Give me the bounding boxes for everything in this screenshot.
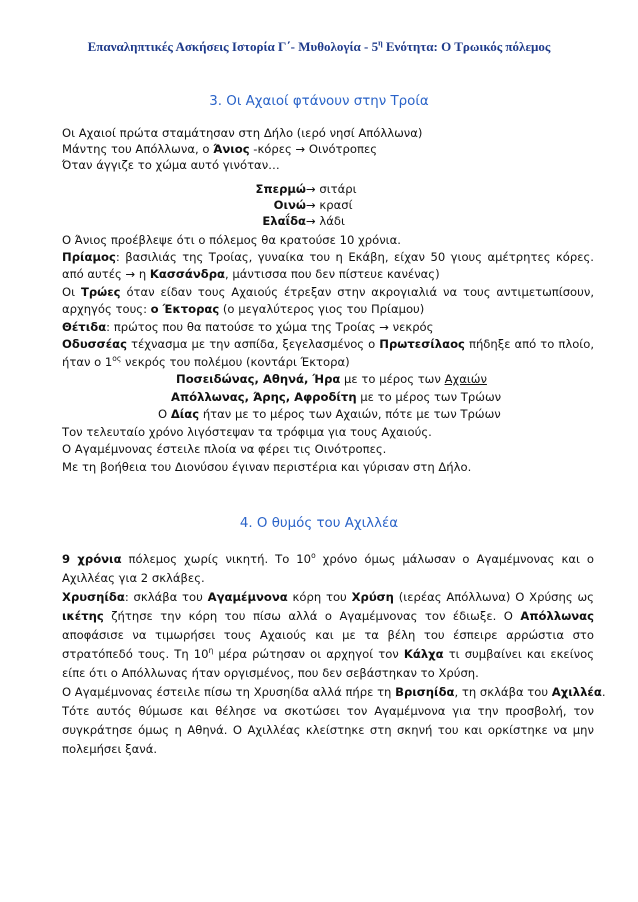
text-line: Ο Άνιος προέβλεψε ότι ο πόλεμος θα κρατούσε 10 χρόνια. bbox=[62, 233, 401, 247]
gift-name-oino: Οινώ bbox=[273, 198, 306, 212]
text-line: Χρυσηίδα: σκλάβα του Αγαμέμνονα κόρη του Χρύση (ιερέας Απόλλωνα) Ο Χρύσης ως bbox=[62, 590, 594, 604]
text-line: από αυτές → η Κασσάνδρα, μάντισσα που δεν πίστευε κανένας) bbox=[62, 267, 440, 281]
text-line: Μάντης του Απόλλωνα, ο Άνιος -κόρες → Οινότροπες bbox=[62, 142, 378, 156]
text-line: Θέτιδα: πρώτος που θα πατούσε το χώμα της Τροίας → νεκρός bbox=[62, 320, 434, 334]
page-header: Επαναληπτικές Ασκήσεις Ιστορία Γ΄- Μυθολογία - $5^\eta$ Ενότητα: Ο Τρωικός πόλεμος bbox=[87, 38, 551, 54]
text-line: στρατόπεδό τους. Τη $10^\eta$ μέρα ρώτησαν οι αρχηγοί τον Κάλχα τι συμβαίνει και εκείνος bbox=[62, 647, 594, 661]
gods-trojans-line: Απόλλωνας, Άρης, Αφροδίτη με το μέρος των Τρώων bbox=[171, 390, 502, 404]
text-line: Τότε αυτός θύμωσε και θέλησε να σκοτώσει τον Αγαμέμνονα για την προσβολή, τον bbox=[62, 704, 594, 718]
text-line: Οδυσσέας τέχνασμα με την ασπίδα, ξεγελασμένος ο Πρωτεσίλαος πήδηξε από το πλοίο, bbox=[62, 337, 594, 351]
gods-achaeans-line: Ποσειδώνας, Αθηνά, Ήρα με το μέρος των Αχαιών bbox=[176, 372, 487, 386]
text-line: 9 χρόνια πόλεμος χωρίς νικητή. Το $10^o$ χρόνο όμως μάλωσαν ο Αγαμέμνονας και ο bbox=[62, 552, 594, 566]
zeus-line: Ο Δίας ήταν με το μέρος των Αχαιών, πότε με των Τρώων bbox=[158, 407, 501, 421]
text-line: Οι Αχαιοί πρώτα σταμάτησαν στη Δήλο (ιερό νησί Απόλλωνα) bbox=[62, 126, 423, 140]
gift-value-grain: → σιτάρι bbox=[306, 182, 357, 196]
gift-name-spermo: Σπερμώ bbox=[255, 182, 306, 196]
text-line: συγκράτησε όμως η Αθηνά. Ο Αχιλλέας κλείστηκε στη σκηνή του και ορκίστηκε να μην bbox=[62, 723, 594, 737]
text-line: Πρίαμος: βασιλιάς της Τροίας, γυναίκα του η Εκάβη, είχαν 50 γιους αμέτρητες κόρες. bbox=[62, 250, 594, 264]
text-line: Ο Αγαμέμνονας έστειλε πίσω τη Χρυσηίδα αλλά πήρε τη Βρισηίδα, τη σκλάβα του Αχιλλέα. bbox=[62, 685, 606, 699]
gift-name-elaida: Ελαΐδα bbox=[262, 214, 306, 228]
text-line: Αχιλλέας για 2 σκλάβες. bbox=[62, 571, 205, 585]
text-line: πολεμήσει ξανά. bbox=[62, 742, 158, 756]
text-line: Ο Αγαμέμνονας έστειλε πλοία να φέρει τις Οινότροπες. bbox=[62, 442, 387, 456]
text-line: Με τη βοήθεια του Διονύσου έγιναν περιστέρια και γύρισαν στη Δήλο. bbox=[62, 460, 472, 474]
text-line: είπε ότι ο Απόλλωνας ήταν οργισμένος, που δεν σεβάστηκαν το Χρύση. bbox=[62, 666, 479, 680]
text-line: ικέτης ζήτησε την κόρη του πίσω αλλά ο Αγαμέμνονας τον έδιωξε. Ο Απόλλωνας bbox=[62, 609, 594, 623]
text-line: αποφάσισε να τιμωρήσει τους Αχαιούς και με τα βέλη του έσπειρε αρρώστια στο bbox=[62, 628, 594, 642]
section-4-title: 4. Ο θυμός του Αχιλλέα bbox=[239, 516, 399, 531]
section-3-title: 3. Οι Αχαιοί φτάνουν στην Τροία bbox=[209, 94, 429, 109]
text-line: αρχηγός τους: ο Έκτορας (ο μεγαλύτερος γιος του Πρίαμου) bbox=[62, 302, 425, 316]
gift-value-wine: → κρασί bbox=[306, 198, 353, 212]
text-line: Οι Τρώες όταν είδαν τους Αχαιούς έτρεξαν στην ακρογιαλιά να τους αντιμετωπίσουν, bbox=[62, 285, 594, 299]
text-line: ήταν ο $1^{o\varsigma}$ νεκρός του πολέμου (κοντάρι Έκτορα) bbox=[62, 354, 350, 369]
text-line: Τον τελευταίο χρόνο λιγόστεψαν τα τρόφιμα για τους Αχαιούς. bbox=[62, 425, 432, 439]
text-line: Όταν άγγιζε το χώμα αυτό γινόταν… bbox=[62, 158, 280, 172]
gift-value-oil: → λάδι bbox=[306, 214, 345, 228]
